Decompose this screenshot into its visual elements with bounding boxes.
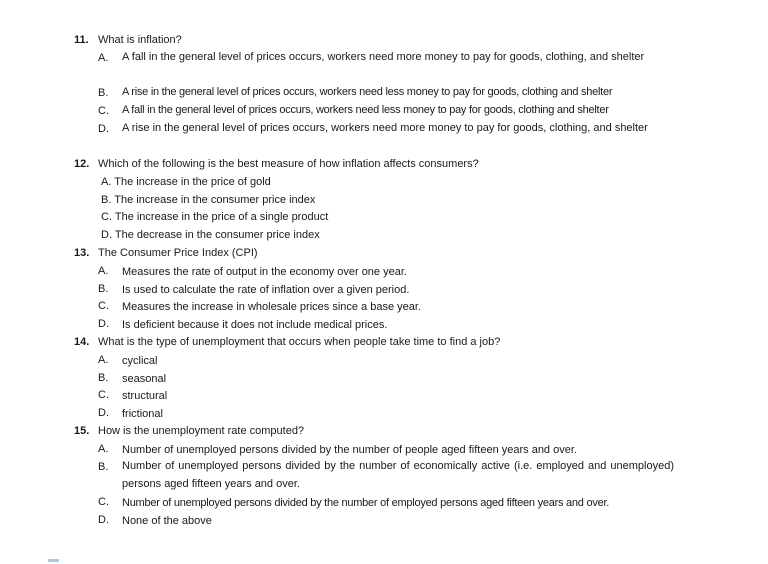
- option-letter: B.: [98, 87, 109, 99]
- option-text: Measures the increase in wholesale prices since a base year.: [122, 301, 421, 313]
- option-text: A fall in the general level of prices occurs, workers need more money to pay for goods, clothing, and shelter: [122, 51, 645, 63]
- option-text: Number of unemployed persons divided by the number of employed persons aged fifteen years and over.: [122, 497, 610, 509]
- option-text: A fall in the general level of prices occurs, workers need less money to pay for goods, clothing and shelter: [122, 104, 609, 116]
- question-text: What is the type of unemployment that occurs when people take time to find a job?: [98, 336, 501, 348]
- option-letter: D.: [98, 514, 109, 526]
- option-letter: C.: [98, 496, 109, 508]
- option-text: None of the above: [122, 515, 212, 527]
- page-marker: [48, 559, 59, 562]
- option-text: Is deficient because it does not include medical prices.: [122, 319, 388, 331]
- option-text: A rise in the general level of prices occurs, workers need more money to pay for goods, clothing, and shelter: [122, 122, 648, 134]
- option-text: A rise in the general level of prices occurs, workers need less money to pay for goods, clothing and shelter: [122, 86, 613, 98]
- question-text: What is inflation?: [98, 34, 182, 46]
- question-number: 11.: [74, 34, 89, 46]
- option-text: B. The increase in the consumer price index: [101, 194, 316, 206]
- question-number: 15.: [74, 425, 90, 437]
- option-letter: A.: [98, 52, 109, 64]
- question-text: How is the unemployment rate computed?: [98, 425, 305, 437]
- option-letter: C.: [98, 300, 109, 312]
- option-text: C. The increase in the price of a single product: [101, 211, 329, 223]
- option-text: Number of unemployed persons divided by the number of economically active (i.e. employed and unemployed) persons aged fifteen years and over.: [122, 460, 674, 490]
- option-text: Is used to calculate the rate of inflation over a given period.: [122, 284, 410, 296]
- option-letter: B.: [98, 372, 109, 384]
- option-text: Measures the rate of output in the economy over one year.: [122, 266, 407, 278]
- option-text: A. The increase in the price of gold: [101, 176, 271, 188]
- option-letter: A.: [98, 265, 109, 277]
- question-text: Which of the following is the best measure of how inflation affects consumers?: [98, 158, 479, 170]
- option-letter: D.: [98, 407, 109, 419]
- question-number: 13.: [74, 247, 90, 259]
- option-text: seasonal: [122, 373, 167, 385]
- question-number: 14.: [74, 336, 90, 348]
- option-letter: C.: [98, 105, 109, 117]
- option-text: cyclical: [122, 355, 158, 367]
- question-number: 12.: [74, 158, 90, 170]
- option-letter: D.: [98, 318, 109, 330]
- option-text: D. The decrease in the consumer price index: [101, 229, 320, 241]
- option-text: Number of unemployed persons divided by the number of people aged fifteen years and over.: [122, 444, 577, 456]
- option-text: structural: [122, 390, 168, 402]
- option-letter: C.: [98, 389, 109, 401]
- option-letter: A.: [98, 443, 109, 455]
- option-letter: D.: [98, 123, 109, 135]
- option-text: frictional: [122, 408, 163, 420]
- question-text: The Consumer Price Index (CPI): [98, 247, 258, 259]
- option-letter: B.: [98, 283, 109, 295]
- option-letter: B.: [98, 461, 109, 473]
- option-letter: A.: [98, 354, 109, 366]
